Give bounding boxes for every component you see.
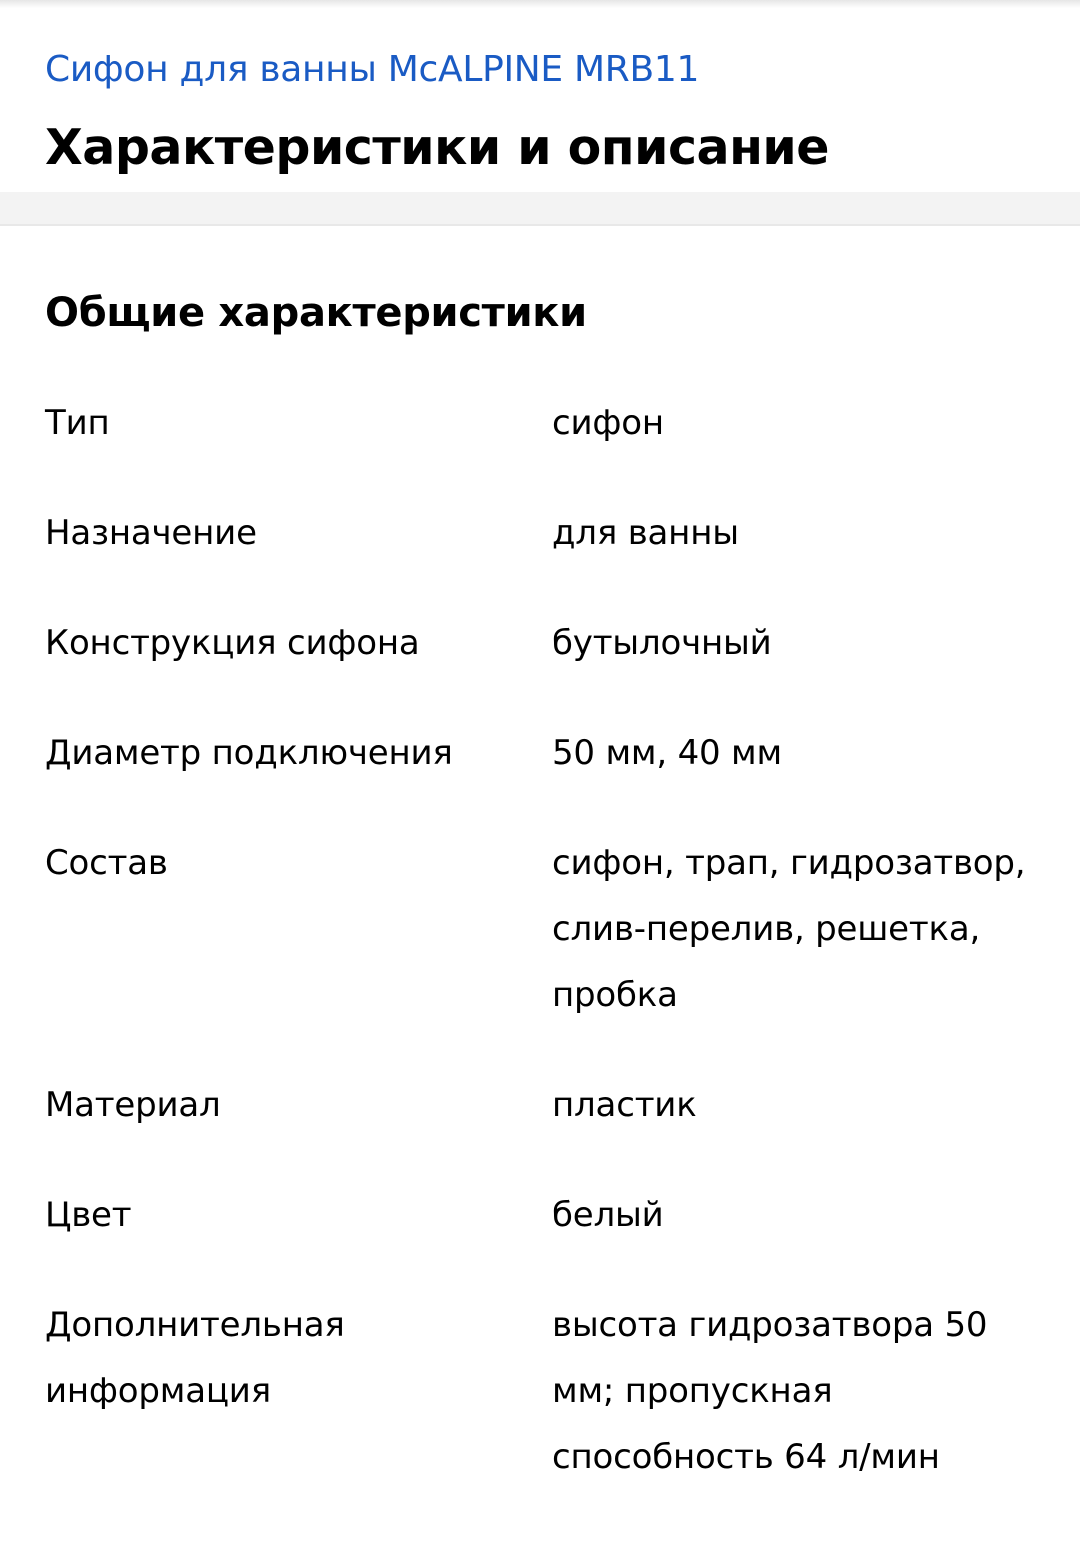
spec-row-composition [45, 830, 1045, 1028]
spec-value: 50 мм, 40 мм [552, 733, 782, 773]
spec-label: Тип [45, 403, 110, 443]
spec-value: белый [552, 1195, 664, 1235]
spec-label: Дополнительная информация [45, 1305, 345, 1411]
spec-label: Цвет [45, 1195, 132, 1235]
section-title: Общие характеристики [45, 290, 587, 336]
specs-list [45, 390, 1045, 1534]
spec-label: Состав [45, 843, 168, 883]
section-separator [0, 192, 1080, 226]
page-title: Характеристики и описание [45, 119, 829, 176]
product-link[interactable]: Сифон для ванны McALPINE MRB11 [45, 49, 700, 90]
spec-value: бутылочный [552, 623, 772, 663]
spec-label: Диаметр подключения [45, 733, 453, 773]
spec-value: сифон, трап, гидрозатвор, слив-перелив, решетка, пробка [552, 843, 1026, 1015]
spec-value: для ванны [552, 513, 739, 553]
top-shadow [0, 0, 1080, 8]
spec-label: Материал [45, 1085, 221, 1125]
spec-row-diameter [45, 720, 1045, 786]
spec-value: пластик [552, 1085, 697, 1125]
spec-value: высота гидрозатвора 50 мм; пропускная способность 64 л/мин [552, 1305, 988, 1477]
spec-row-material [45, 1072, 1045, 1138]
page-header [0, 0, 1080, 192]
spec-row-color [45, 1182, 1045, 1248]
spec-label: Конструкция сифона [45, 623, 420, 663]
spec-row-purpose [45, 500, 1045, 566]
spec-value: сифон [552, 403, 664, 443]
spec-row-type [45, 390, 1045, 456]
spec-row-additional-info [45, 1292, 1045, 1490]
spec-label: Назначение [45, 513, 257, 553]
spec-row-construction [45, 610, 1045, 676]
